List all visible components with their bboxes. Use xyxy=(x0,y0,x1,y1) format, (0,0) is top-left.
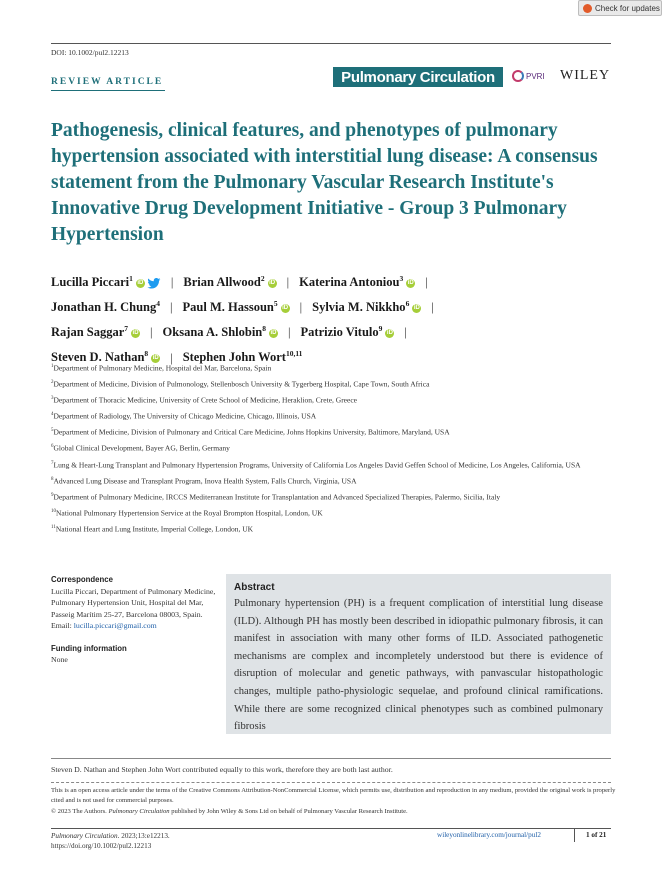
affiliation-item: $^8$Advanced Lung Disease and Transplant Program, Inova Health System, Falls Church, Virginia, USA xyxy=(51,476,357,486)
footnote-rule xyxy=(51,758,611,759)
affiliation-item: $^9$Department of Pulmonary Medicine, IRCCS Mediterranean Institute for Transplantation and Advanced Specialized Therapies, Palermo, Sicilia, Italy xyxy=(51,492,501,502)
equal-contribution-note: Steven D. Nathan and Stephen John Wort contributed equally to this work, therefore they are both last author. xyxy=(51,765,393,774)
orcid-icon[interactable]: iD xyxy=(137,279,144,286)
affiliations xyxy=(51,360,616,537)
article-type: REVIEW ARTICLE xyxy=(51,77,164,87)
license-text xyxy=(51,786,616,817)
footer-citation: Pulmonary Circulation. 2023;13:e12213. https://doi.org/10.1002/pul2.12213 xyxy=(51,832,170,850)
author-separator: | xyxy=(170,300,173,315)
funding-heading: Funding information xyxy=(51,643,127,653)
pvri-logo[interactable] xyxy=(512,70,545,82)
header-rule xyxy=(51,43,611,44)
affiliation-item: $^{10}$National Pulmonary Hypertension Service at the Royal Brompton Hospital, London, UK xyxy=(51,508,323,518)
orcid-icon[interactable]: iD xyxy=(282,304,289,311)
affiliation-item: $^4$Department of Radiology, The University of Chicago Medicine, Chicago, Illinois, USA xyxy=(51,411,317,421)
affiliation-item: $^1$Department of Pulmonary Medicine, Hospital del Mar, Barcelona, Spain xyxy=(51,363,272,373)
license-divider xyxy=(51,782,611,783)
orcid-icon[interactable]: iD xyxy=(152,355,159,362)
abstract-text: Pulmonary hypertension (PH) is a frequent complication of interstitial lung disease (ILD). Although PH has mostly been described in idiopathic pulmonary fibrosis, it can manifest in association with many other forms of ILD. Associated pathogenetic mechanisms are complex and incompletely understood but there is evidence of disruption of molecular and genetic pathways, with panvascular histopathologic changes, multiple patho-physiologic sequelae, and profound clinical ramifications. While there are some recognized clinical phenotypes such as combined pulmonary fibrosis xyxy=(234,598,603,733)
author-name[interactable]: Paul M. Hassoun xyxy=(182,300,274,315)
correspondence-heading: Correspondence xyxy=(51,575,113,584)
orcid-icon[interactable]: iD xyxy=(407,279,414,286)
author-name[interactable]: Sylvia M. Nikkho xyxy=(312,300,406,315)
author-name[interactable]: Brian Allwood xyxy=(183,275,261,290)
page-number: 1 of 21 xyxy=(586,831,607,839)
author-line-4: Steven D. Nathan$^8$ iD | Stephen John Wort$^{10,11}$ xyxy=(51,349,303,365)
article-title: Pathogenesis, clinical features, and phenotypes of pulmonary hypertension associated with interstitial lung disease: A consensus statement from the Pulmonary Vascular Research Institute's Innovative Drug Development Initiative - Group 3 Pulmonary Hypertension xyxy=(51,120,598,245)
author-name[interactable]: Oksana A. Shlobin xyxy=(162,325,263,340)
author-line-2: Jonathan H. Chung$^4$ | Paul M. Hassoun$^5$ iD | Sylvia M. Nikkho$^6$ iD | xyxy=(51,299,434,315)
orcid-icon[interactable]: iD xyxy=(270,330,277,337)
pvri-swirl-icon xyxy=(512,70,524,82)
affiliation-item: $^{11}$National Heart and Lung Institute, Imperial College, London, UK xyxy=(51,524,254,534)
author-separator: | xyxy=(299,300,303,315)
author-separator: | xyxy=(286,275,290,290)
publisher-logo[interactable]: WILEY xyxy=(560,68,611,83)
author-name[interactable]: Rajan Saggar xyxy=(51,325,125,340)
orcid-icon[interactable]: iD xyxy=(269,279,276,286)
author-separator: | xyxy=(288,325,291,340)
author-list xyxy=(51,268,616,369)
author-name[interactable]: Katerina Antoniou xyxy=(299,275,400,290)
author-line-1: Lucilla Piccari$^1$ iD | Brian Allwood$^2$ iD | Katerina Antoniou$^3$ iD | xyxy=(51,274,428,290)
author-line-3: Rajan Saggar$^7$ iD | Oksana A. Shlobin$^8$ iD | Patrizio Vitulo$^9$ iD | xyxy=(51,324,407,340)
correspondence-email-link[interactable]: lucilla.piccari@gmail.com xyxy=(73,621,157,630)
footer-divider xyxy=(574,829,575,842)
orcid-icon[interactable]: iD xyxy=(413,304,420,311)
abstract-box xyxy=(226,574,611,734)
author-name[interactable]: Patrizio Vitulo xyxy=(300,325,379,340)
affiliation-item: $^5$Department of Medicine, Division of Pulmonary and Critical Care Medicine, Johns Hopkins University, Baltimore, Maryland, USA xyxy=(51,427,450,437)
footer-site-link[interactable]: wileyonlinelibrary.com/journal/pul2 xyxy=(437,831,541,839)
footer-journal: Pulmonary Circulation xyxy=(51,832,118,840)
affiliation-item: $^3$Department of Thoracic Medicine, University of Crete School of Medicine, Heraklion, Crete, Greece xyxy=(51,395,358,405)
author-separator: | xyxy=(425,275,428,290)
author-separator: | xyxy=(150,325,153,340)
author-separator: | xyxy=(170,350,173,365)
abstract-heading: Abstract xyxy=(234,582,275,593)
license-line-1: This is an open access article under the terms of the Creative Commons Attribution-NonCommercial License, which permits use, distribution and reproduction in any medium, provided the original work is properly cited and is not used for commercial purposes. xyxy=(51,787,616,805)
article-type-underline xyxy=(51,90,165,91)
license-line-2: © 2023 The Authors. Pulmonary Circulation published by John Wiley & Sons Ltd on behalf of Pulmonary Vascular Research Institute. xyxy=(51,807,408,815)
funding-text: None xyxy=(51,655,68,664)
author-name[interactable]: Steven D. Nathan xyxy=(51,350,145,365)
correspondence-text: Lucilla Piccari, Department of Pulmonary Medicine, Pulmonary Hypertension Unit, Hospital del Mar, Passeig Marítim 25-27, Barcelona 08003, Spain. xyxy=(51,586,216,619)
orcid-icon[interactable]: iD xyxy=(132,330,139,337)
check-updates-label: Check for updates xyxy=(595,3,660,13)
author-separator: | xyxy=(431,300,434,315)
author-separator: | xyxy=(404,325,407,340)
doi: DOI: 10.1002/pul2.12213 xyxy=(51,48,129,57)
affiliation-item: $^7$Lung & Heart-Lung Transplant and Pulmonary Hypertension Programs, University of California Los Angeles David Geffen School of Medicine, Los Angeles, California, USA xyxy=(51,460,581,470)
check-for-updates-button[interactable] xyxy=(578,0,662,16)
footer-doi-link[interactable]: https://doi.org/10.1002/pul2.12213 xyxy=(51,842,152,850)
pvri-logo-text: PVRI xyxy=(526,71,545,81)
affiliation-item: $^2$Department of Medicine, Division of Pulmonology, Stellenbosch University & Tygerberg Hospital, Cape Town, South Africa xyxy=(51,379,430,389)
correspondence-email-line: Email: lucilla.piccari@gmail.com xyxy=(51,621,157,630)
author-separator: | xyxy=(170,275,174,290)
author-name[interactable]: Stephen John Wort xyxy=(182,350,286,365)
affiliation-item: $^6$Global Clinical Development, Bayer AG, Berlin, Germany xyxy=(51,443,230,453)
orcid-icon[interactable]: iD xyxy=(386,330,393,337)
check-updates-icon xyxy=(583,4,592,13)
author-name[interactable]: Lucilla Piccari xyxy=(51,275,130,290)
author-name[interactable]: Jonathan H. Chung xyxy=(51,300,157,315)
correspondence-block xyxy=(51,574,221,666)
footer-rule xyxy=(51,828,611,829)
journal-logo[interactable]: Pulmonary Circulation xyxy=(333,67,503,87)
twitter-icon[interactable] xyxy=(147,278,161,289)
